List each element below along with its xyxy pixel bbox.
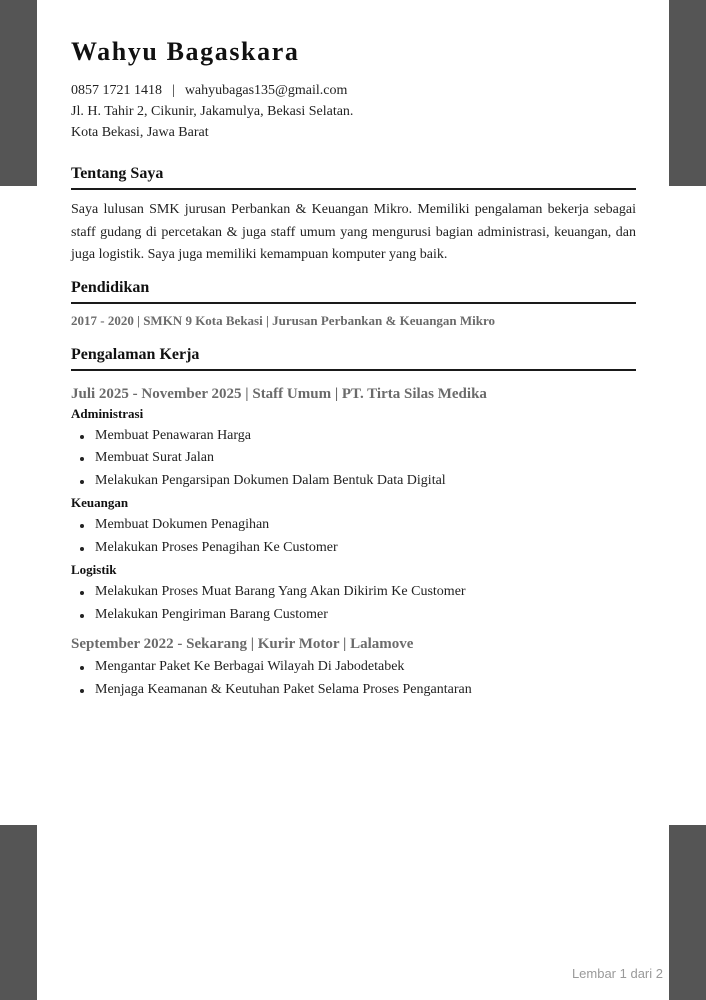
- job-title-2: September 2022 - Sekarang | Kurir Motor | Lalamove: [71, 636, 414, 652]
- address-line-1: Jl. H. Tahir 2, Cikunir, Jakamulya, Bekasi Selatan.: [71, 104, 354, 119]
- resume-name: Wahyu Bagaskara: [71, 37, 300, 66]
- list-item: Melakukan Proses Muat Barang Yang Akan Dikirim Ke Customer: [95, 581, 636, 604]
- job-entry-1: [71, 384, 636, 627]
- left-margin-bar-bottom: [0, 825, 37, 1000]
- contact-block: [71, 80, 636, 143]
- email-address: wahyubagas135@gmail.com: [184, 83, 348, 98]
- experience-title: Pengalaman Kerja: [71, 344, 636, 371]
- job-title-1: Juli 2025 - November 2025 | Staff Umum | PT. Tirta Silas Medika: [71, 385, 487, 402]
- page-indicator: Lembar 1 dari 2: [571, 966, 663, 981]
- list-item: Membuat Dokumen Penagihan: [95, 514, 636, 537]
- left-margin-bar-top: [0, 0, 37, 186]
- job2-list: [71, 656, 636, 701]
- about-text: Saya lulusan SMK jurusan Perbankan & Keuangan Mikro. Memiliki pengalaman bekerja sebagai staff gudang di percetakan & juga staff umum yang mengurusi bagian administrasi, keuangan, dan juga logistik. Saya juga memiliki kemampuan komputer yang baik.: [71, 202, 636, 262]
- education-section: [71, 277, 636, 330]
- list-item: Membuat Penawaran Harga: [95, 425, 636, 448]
- right-margin-bar-bottom: [669, 825, 706, 1000]
- contact-separator: |: [172, 83, 175, 98]
- list-item: Menjaga Keamanan & Keutuhan Paket Selama Proses Pengantaran: [95, 679, 636, 702]
- admin-list: [71, 425, 636, 493]
- resume-page: [71, 36, 636, 703]
- subsection-keuangan: Keuangan: [71, 495, 129, 510]
- phone-number: 0857 1721 1418: [71, 83, 162, 98]
- education-entry: 2017 - 2020 | SMKN 9 Kota Bekasi | Jurusan Perbankan & Keuangan Mikro: [71, 312, 496, 328]
- list-item: Membuat Surat Jalan: [95, 447, 636, 470]
- logistic-list: [71, 581, 636, 626]
- finance-list: [71, 514, 636, 559]
- about-title: Tentang Saya: [71, 163, 636, 190]
- list-item: Melakukan Pengiriman Barang Customer: [95, 604, 636, 627]
- address-line-2: Kota Bekasi, Jawa Barat: [71, 125, 209, 140]
- contact-line: [71, 80, 636, 101]
- about-section: [71, 163, 636, 267]
- subsection-logistik: Logistik: [71, 562, 117, 577]
- list-item: Melakukan Pengarsipan Dokumen Dalam Bentuk Data Digital: [95, 470, 636, 493]
- education-title: Pendidikan: [71, 277, 636, 304]
- list-item: Mengantar Paket Ke Berbagai Wilayah Di Jabodetabek: [95, 656, 636, 679]
- experience-section: [71, 344, 636, 702]
- job-entry-2: [71, 634, 636, 701]
- subsection-administrasi: Administrasi: [71, 405, 144, 421]
- right-margin-bar-top: [669, 0, 706, 186]
- list-item: Melakukan Proses Penagihan Ke Customer: [95, 537, 636, 560]
